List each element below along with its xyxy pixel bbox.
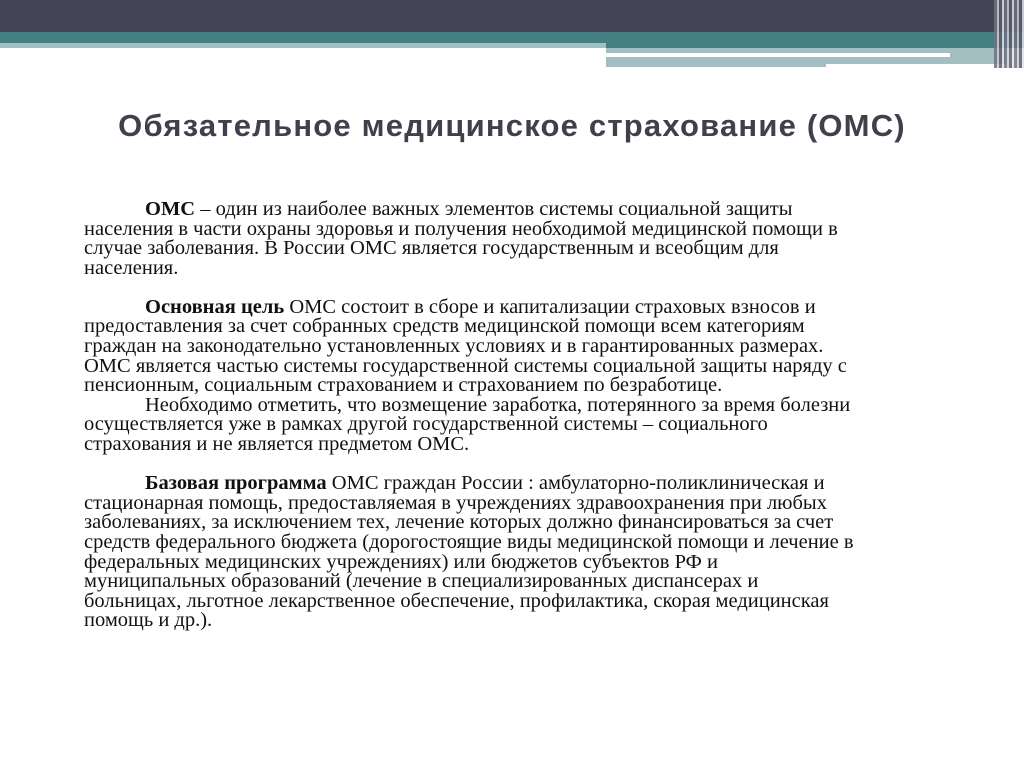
text-line: стационарная помощь, предоставляемая в учреждениях здравоохранения при любых	[84, 491, 827, 514]
text-line: граждан на законодательно установленных условиях и в гарантированных размерах.	[84, 335, 824, 358]
lead-term: Базовая программа	[145, 472, 327, 495]
slide-title: Обязательное медицинское страхование (ОМС)	[118, 108, 906, 143]
text-line: ОМС состоит в сборе и капитализации страховых взносов и	[284, 295, 816, 318]
text-line: средств федерального бюджета (дорогостоящие виды медицинской помощи и лечение в	[84, 530, 854, 553]
text-line: населения.	[84, 256, 179, 279]
paragraph-main-goal	[84, 295, 984, 456]
text-line: осуществляется уже в рамках другой государственной системы – социального	[84, 413, 768, 436]
text-line: ОМС граждан России : амбулаторно-поликлиническая и	[326, 472, 825, 495]
text-line: помощь и др.).	[84, 609, 213, 632]
text-line: предоставления за счет собранных средств медицинской помощи всем категориям	[84, 315, 805, 338]
paragraph-oms-definition	[84, 200, 984, 278]
text-line: заболеваниях, за исключением тех, лечение которых должно финансироваться за счет	[84, 511, 834, 534]
header-teal-band-right	[606, 32, 1024, 48]
text-line: – один из наиболее важных элементов системы социальной защиты	[195, 198, 793, 220]
header-white-line-2	[826, 64, 1006, 68]
text-line: населения в части охраны здоровья и получения необходимой медицинской помощи в	[84, 217, 838, 240]
lead-term: ОМС	[145, 198, 196, 220]
text-line: ОМС является частью системы государственной системы социальной защиты наряду с	[84, 354, 847, 377]
text-line: муниципальных образований (лечение в специализированных диспансерах и	[84, 570, 759, 593]
text-line: Необходимо отметить, что возмещение заработка, потерянного за время болезни	[145, 393, 851, 416]
header-stripes-decoration	[994, 0, 1024, 68]
text-line: федеральных медицинских учреждениях) или бюджетов субъектов РФ и	[84, 550, 718, 573]
header-dark-band	[0, 0, 1024, 32]
text-line: больницах, льготное лекарственное обеспечение, профилактика, скорая медицинская	[84, 589, 829, 612]
lead-term: Основная цель	[145, 295, 285, 318]
text-line: страхования и не является предметом ОМС.	[84, 433, 470, 456]
text-line: случае заболевания. В России ОМС является государственным и всеобщим для	[84, 237, 779, 260]
text-line: пенсионным, социальным страхованием и страхованием по безработице.	[84, 374, 723, 397]
header-light-strip	[0, 43, 606, 48]
header-white-line	[606, 53, 950, 57]
paragraph-basic-program	[84, 474, 984, 631]
header-teal-band	[0, 32, 606, 43]
slide-body	[84, 200, 984, 650]
